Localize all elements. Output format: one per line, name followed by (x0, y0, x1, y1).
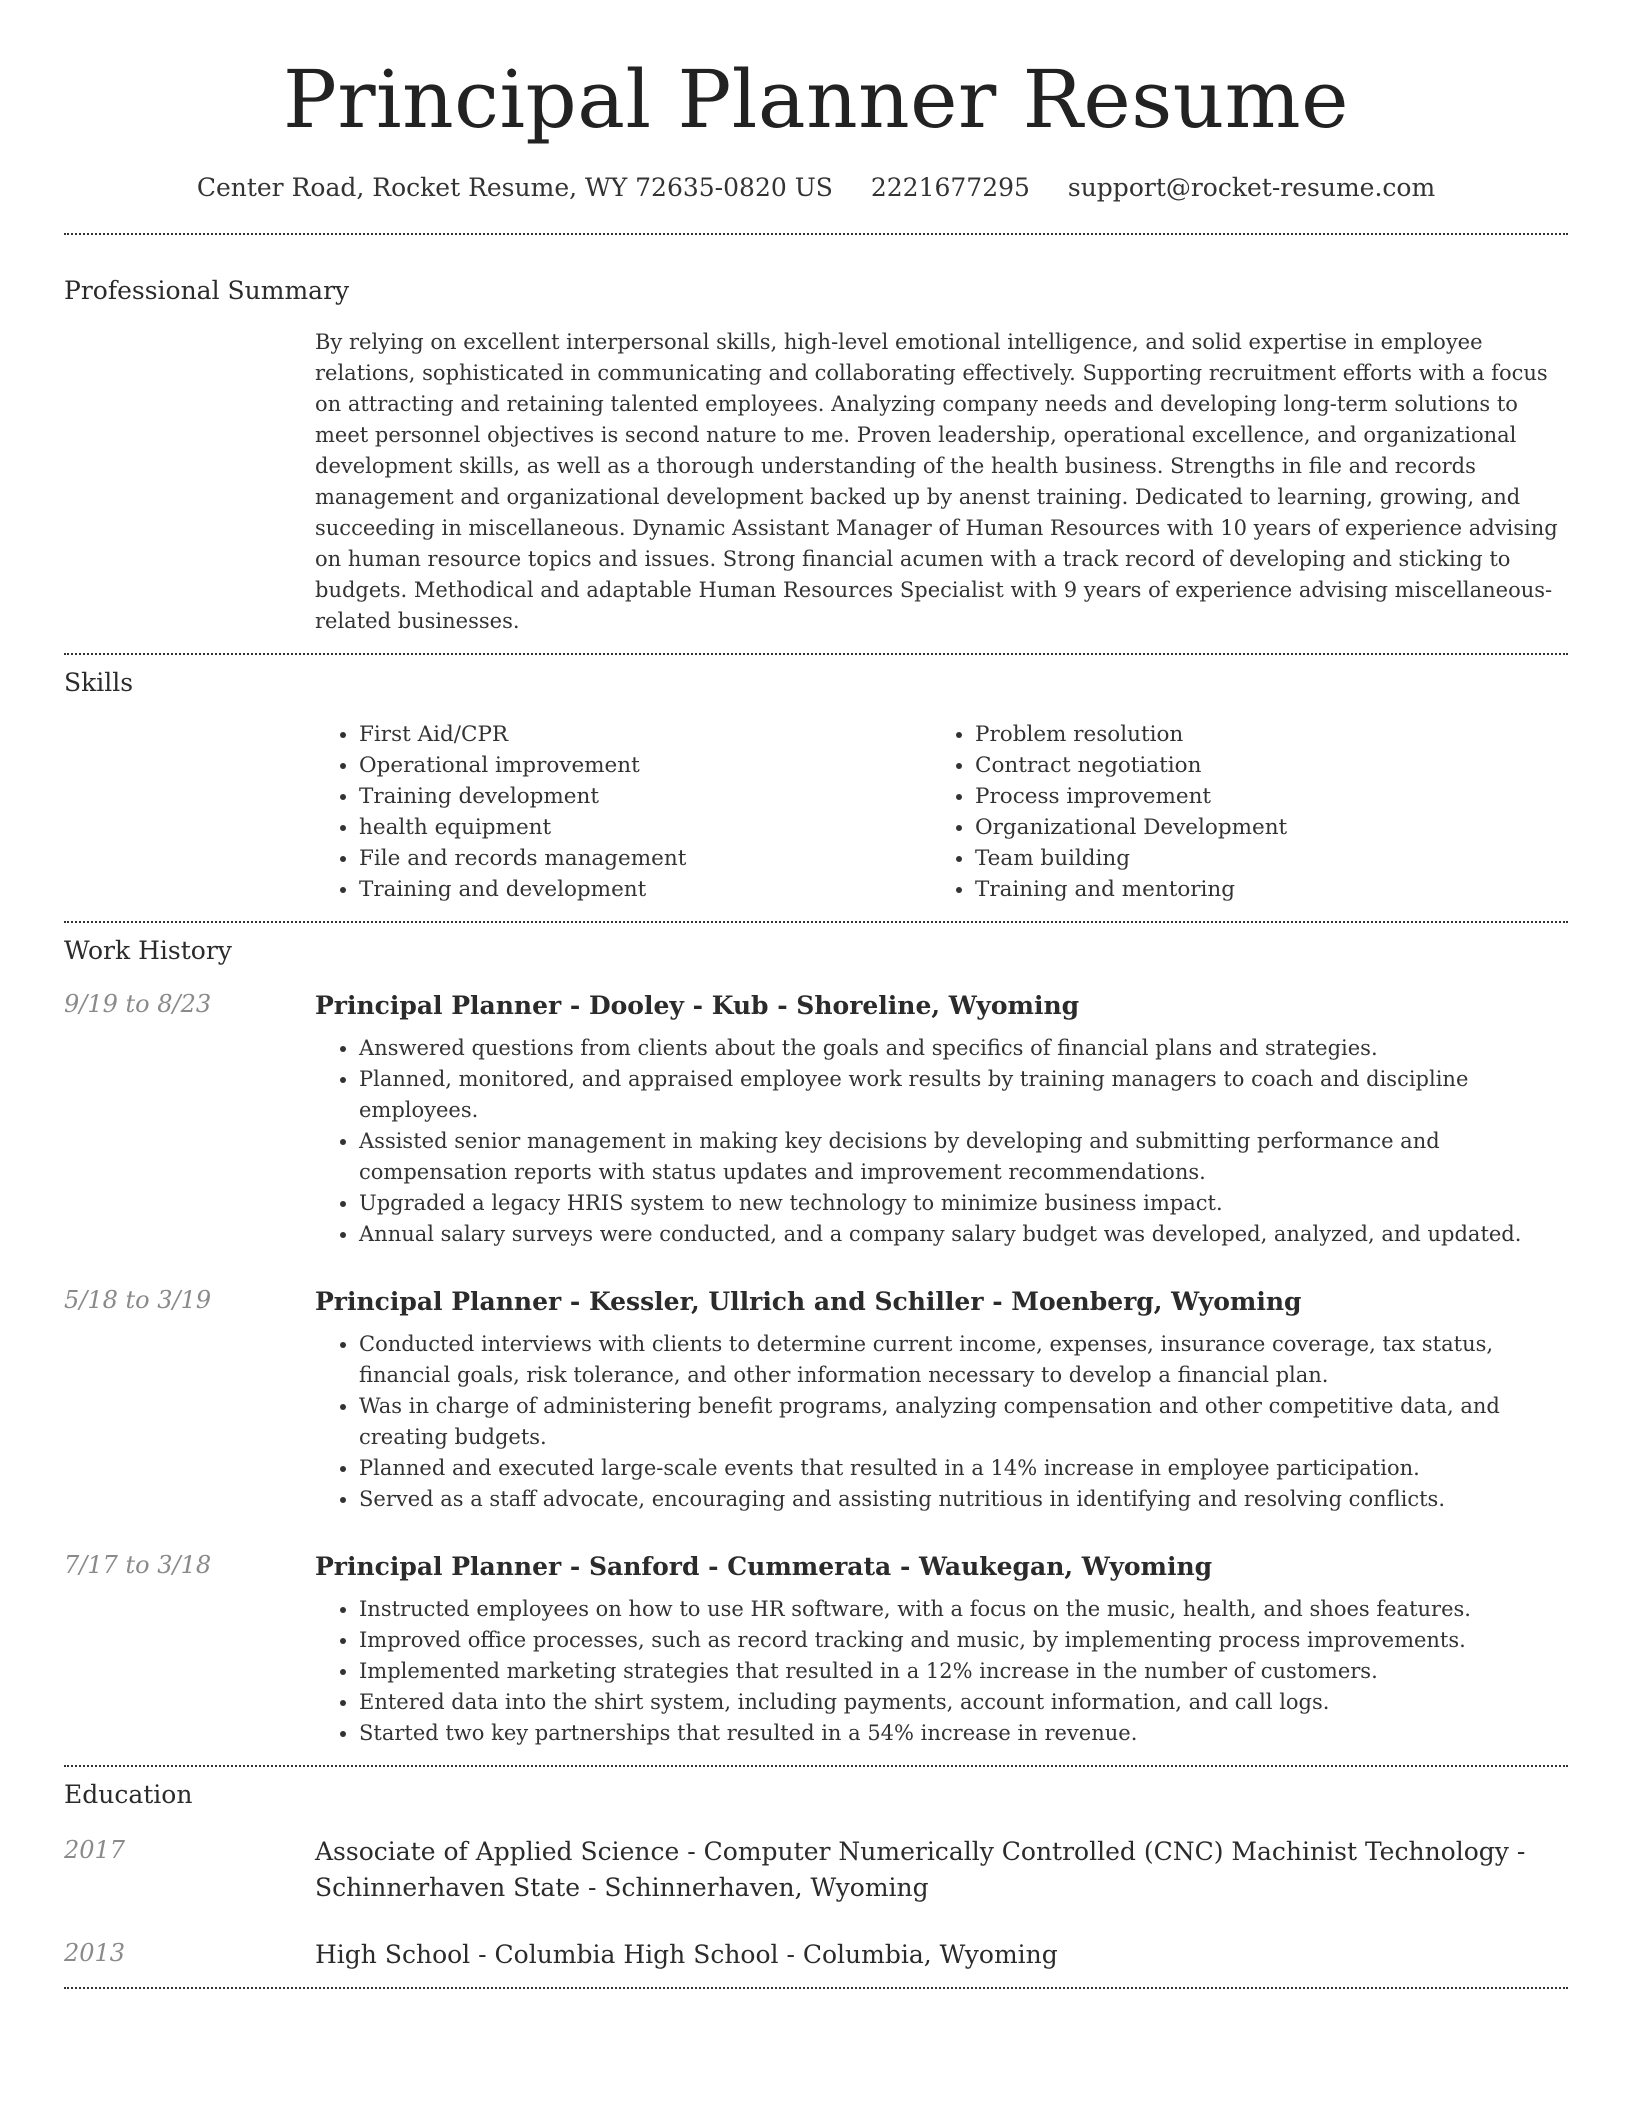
skill-item: • Problem resolution (975, 719, 1431, 750)
education-details (315, 1937, 1568, 1973)
skills-list-left (315, 719, 931, 905)
job-title: Principal Planner - Sanford - Cummerata - Waukegan, Wyoming (315, 1552, 1213, 1581)
section-divider (64, 233, 1568, 235)
job-bullet: • Instructed employees on how to use HR software, with a focus on the music, health, and shoes features. (359, 1594, 1568, 1625)
work-section (64, 935, 1568, 1749)
education-heading: Education (64, 1780, 193, 1809)
page-title: Principal Planner Resume (282, 53, 1350, 146)
education-details (315, 1834, 1568, 1906)
job-entry (64, 1549, 1568, 1749)
skill-item: • Organizational Development (975, 812, 1431, 843)
summary-text: By relying on excellent interpersonal skills, high-level emotional intelligence, and solid expertise in employee relations, sophisticated in communicating and collaborating effectively. Supporting recruitment efforts with a focus on attracting and retaining talented employees. Analyzing company needs and developing long-term solutions to meet personnel objectives is second nature to me. Proven leadership, operational excellence, and organizational development skills, as well as a thorough understanding of the health business. Strengths in file and records management and organizational development backed up by anenst training. Dedicated to learning, growing, and succeeding in miscellaneous. Dynamic Assistant Manager of Human Resources with 10 years of experience advising on human resource topics and issues. Strong financial acumen with a track record of developing and sticking to budgets. Methodical and adaptable Human Resources Specialist with 9 years of experience advising miscellaneous-related businesses. (315, 330, 1558, 633)
skill-item: • Operational improvement (359, 750, 931, 781)
summary-heading: Professional Summary (64, 276, 350, 305)
skill-item: • Training and development (359, 874, 931, 905)
job-bullets (315, 1594, 1568, 1749)
job-details (315, 1549, 1568, 1749)
skill-item: • Training and mentoring (975, 874, 1431, 905)
contact-address: Center Road, Rocket Resume, WY 72635-0820 US (196, 173, 833, 202)
education-entry (64, 1937, 1568, 1973)
skill-item: • Training development (359, 781, 931, 812)
skill-item: • health equipment (359, 812, 931, 843)
job-details (315, 988, 1568, 1250)
job-dates: 9/19 to 8/23 (64, 990, 212, 1018)
job-dates: 5/18 to 3/19 (64, 1286, 212, 1314)
job-bullet: • Conducted interviews with clients to determine current income, expenses, insurance coverage, tax status, financial goals, risk tolerance, and other information necessary to develop a financial plan. (359, 1329, 1568, 1391)
skills-list-right (931, 719, 1431, 905)
skill-item: • File and records management (359, 843, 931, 874)
skills-grid (315, 719, 1568, 905)
job-bullet: • Entered data into the shirt system, including payments, account information, and call logs. (359, 1687, 1568, 1718)
skill-item: • Team building (975, 843, 1431, 874)
contact-phone: 2221677295 (870, 173, 1030, 202)
summary-body (315, 327, 1568, 637)
education-year: 2017 (64, 1836, 126, 1864)
contact-line (0, 172, 1632, 204)
job-bullets (315, 1329, 1568, 1515)
education-entry (64, 1834, 1568, 1906)
job-bullet: • Improved office processes, such as record tracking and music, by implementing process improvements. (359, 1625, 1568, 1656)
skills-section (64, 667, 1568, 905)
skills-body (315, 719, 1568, 905)
job-bullet: • Started two key partnerships that resulted in a 54% increase in revenue. (359, 1718, 1568, 1749)
job-bullet: • Planned and executed large-scale events that resulted in a 14% increase in employee participation. (359, 1453, 1568, 1484)
job-bullets (315, 1033, 1568, 1250)
job-bullet: • Assisted senior management in making key decisions by developing and submitting performance and compensation reports with status updates and improvement recommendations. (359, 1126, 1568, 1188)
education-degree: Associate of Applied Science - Computer Numerically Controlled (CNC) Machinist Technology - (315, 1837, 1526, 1866)
work-heading: Work History (64, 936, 232, 965)
job-title: Principal Planner - Dooley - Kub - Shoreline, Wyoming (315, 991, 1080, 1020)
education-section (64, 1779, 1568, 1973)
resume-header (0, 0, 1632, 204)
summary-section (64, 275, 1568, 637)
education-degree: High School - Columbia High School - Columbia, Wyoming (315, 1940, 1058, 1969)
education-school: Schinnerhaven State - Schinnerhaven, Wyoming (315, 1873, 929, 1902)
job-bullet: • Upgraded a legacy HRIS system to new technology to minimize business impact. (359, 1188, 1568, 1219)
contact-email: support@rocket-resume.com (1067, 173, 1436, 202)
job-bullet: • Answered questions from clients about the goals and specifics of financial plans and strategies. (359, 1033, 1568, 1064)
education-year: 2013 (64, 1939, 126, 1967)
job-details (315, 1284, 1568, 1515)
section-divider (64, 653, 1568, 655)
job-bullet: • Planned, monitored, and appraised employee work results by training managers to coach and discipline employees. (359, 1064, 1568, 1126)
job-bullet: • Was in charge of administering benefit programs, analyzing compensation and other competitive data, and creating budgets. (359, 1391, 1568, 1453)
skill-item: • Contract negotiation (975, 750, 1431, 781)
skill-item: • Process improvement (975, 781, 1431, 812)
job-title: Principal Planner - Kessler, Ullrich and Schiller - Moenberg, Wyoming (315, 1287, 1302, 1316)
skill-item: • First Aid/CPR (359, 719, 931, 750)
job-entry (64, 1284, 1568, 1515)
job-entry (64, 988, 1568, 1250)
job-bullet: • Served as a staff advocate, encouraging and assisting nutritious in identifying and resolving conflicts. (359, 1484, 1568, 1515)
job-dates: 7/17 to 3/18 (64, 1551, 212, 1579)
job-bullet: • Implemented marketing strategies that resulted in a 12% increase in the number of customers. (359, 1656, 1568, 1687)
section-divider (64, 1765, 1568, 1767)
skills-heading: Skills (64, 668, 134, 697)
job-bullet: • Annual salary surveys were conducted, and a company salary budget was developed, analyzed, and updated. (359, 1219, 1568, 1250)
section-divider (64, 921, 1568, 923)
section-divider (64, 1987, 1568, 1989)
